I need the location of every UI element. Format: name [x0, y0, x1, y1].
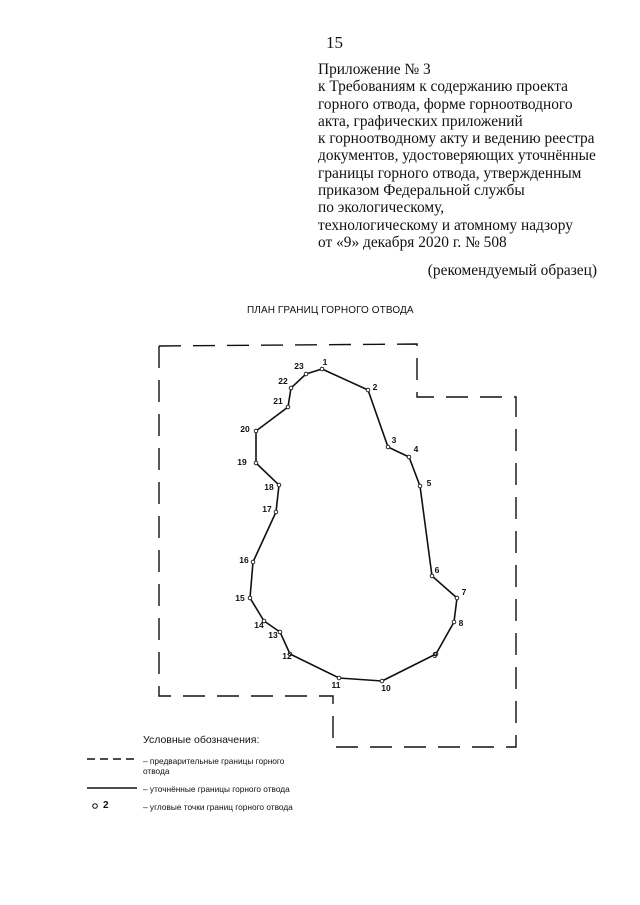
corner-point [418, 484, 422, 488]
corner-point-symbol [91, 802, 99, 810]
corner-point-label: 15 [235, 593, 245, 603]
corner-point [430, 574, 434, 578]
corner-point-label: 8 [458, 618, 464, 628]
corner-point [452, 620, 456, 624]
sample-note: (рекомендуемый образец) [427, 262, 597, 279]
corner-point-label: 17 [262, 504, 272, 514]
header-line: к горноотводному акту и ведению реестра [318, 130, 595, 148]
corner-point-label: 10 [381, 683, 391, 693]
header-line: от «9» декабря 2020 г. № 508 [318, 233, 507, 251]
corner-point-label: 23 [294, 361, 304, 371]
header-line: к Требованиям к содержанию проекта [318, 78, 568, 96]
corner-point [366, 388, 370, 392]
corner-point-label: 14 [254, 620, 264, 630]
corner-point [274, 510, 278, 514]
dashed-line-symbol [87, 756, 137, 762]
header-line: границы горного отвода, утвержденным [318, 164, 582, 182]
header-line: горного отвода, форме горноотводного [318, 95, 573, 113]
solid-line-symbol [87, 785, 137, 791]
corner-point-label: 19 [237, 457, 247, 467]
legend-title: Условные обозначения: [143, 734, 260, 746]
corner-point-label: 4 [413, 444, 419, 454]
plan-title: ПЛАН ГРАНИЦ ГОРНОГО ОТВОДА [247, 305, 414, 316]
corner-point-label: 7 [461, 587, 467, 597]
header-line: акта, графических приложений [318, 112, 523, 130]
corner-point [455, 596, 459, 600]
corner-point-label: 9 [432, 650, 438, 660]
corner-point-label: 11 [331, 680, 341, 690]
corner-point-label: 18 [264, 482, 274, 492]
corner-point-label: 3 [391, 435, 397, 445]
corner-points [248, 367, 459, 683]
corner-point [251, 560, 255, 564]
corner-point [304, 372, 308, 376]
corner-point [254, 461, 258, 465]
corner-point-label: 13 [268, 630, 278, 640]
corner-point [320, 367, 324, 371]
corner-point-label: 16 [239, 555, 249, 565]
corner-point [254, 429, 258, 433]
refined-boundary-line [250, 369, 457, 681]
corner-point [277, 483, 281, 487]
corner-point-label: 22 [278, 376, 288, 386]
corner-point-label: 2 [372, 382, 378, 392]
corner-point-label: 5 [426, 478, 432, 488]
corner-point [278, 630, 282, 634]
legend-item-preliminary: – предварительные границы горного отвода [143, 756, 285, 776]
corner-point-label: 20 [240, 424, 250, 434]
corner-point [386, 445, 390, 449]
corner-point [248, 596, 252, 600]
header-line: документов, удостоверяющих уточнённые [318, 147, 596, 165]
header-line: приказом Федеральной службы [318, 182, 525, 200]
legend-item-corner-points: – угловые точки границ горного отвода [143, 802, 293, 812]
corner-point-label: 1 [322, 357, 328, 367]
header-line: Приложение № 3 [318, 61, 431, 78]
corner-point [286, 405, 290, 409]
corner-point [407, 455, 411, 459]
corner-point-symbol-number: 2 [103, 800, 109, 811]
header-line: технологическому и атомному надзору [318, 216, 573, 234]
header-line: по экологическому, [318, 199, 445, 217]
corner-point-label: 21 [273, 396, 283, 406]
corner-point [289, 386, 293, 390]
corner-point-label: 12 [282, 651, 292, 661]
page-number: 15 [326, 33, 343, 52]
corner-point-label: 6 [434, 565, 440, 575]
legend-item-refined: – уточнённые границы горного отвода [143, 784, 290, 794]
